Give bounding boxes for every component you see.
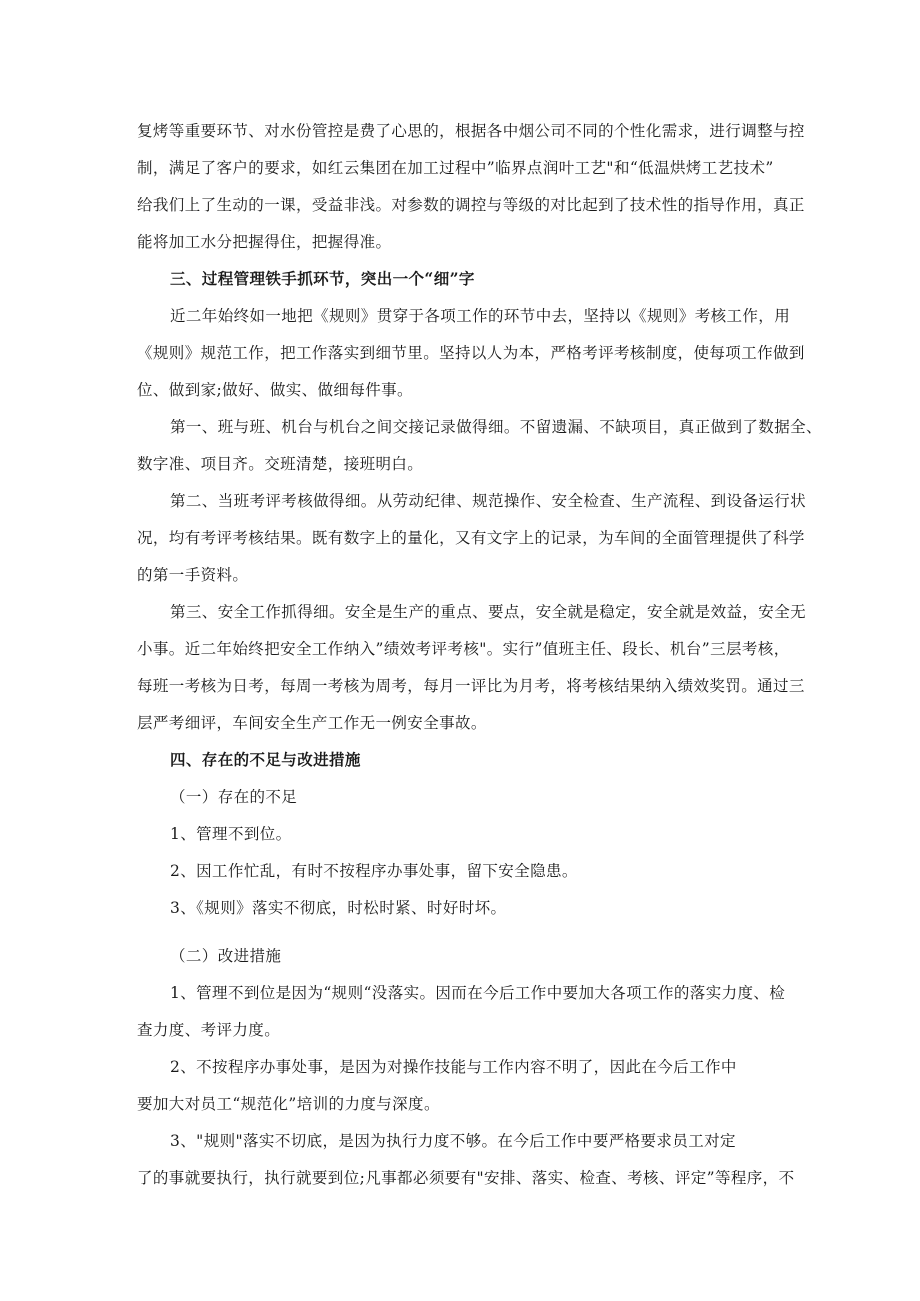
body-line: 的第一手资料。 bbox=[137, 566, 249, 584]
body-line: 《规则》规范工作，把工作落实到细节里。坚持以人为本，严格考评考核制度，使每项工作做到 bbox=[137, 344, 805, 362]
body-line: 小事。近二年始终把安全工作纳入”绩效考评考核"。实行”值班主任、段长、机台”三层考核， bbox=[137, 640, 790, 658]
body-line: 况，均有考评考核结果。既有数字上的量化，又有文字上的记录，为车间的全面管理提供了科学 bbox=[137, 529, 805, 547]
paragraph-first-line: 第一、班与班、机台与机台之间交接记录做得细。不留遗漏、不缺项目，真正做到了数据全、 bbox=[170, 418, 822, 436]
subsection-heading: （一）存在的不足 bbox=[170, 788, 298, 806]
paragraph-first-line: 近二年始终如一地把《规则》贯穿于各项工作的环节中去，坚持以《规则》考核工作，用 bbox=[170, 307, 791, 325]
body-line: 要加大对员工“规范化”培训的力度与深度。 bbox=[137, 1095, 440, 1113]
list-item: 1、管理不到位是因为“规则“没落实。因而在今后工作中要加大各项工作的落实力度、检 bbox=[170, 984, 786, 1002]
paragraph-first-line: 第二、当班考评考核做得细。从劳动纪律、规范操作、安全检查、生产流程、到设备运行状 bbox=[170, 492, 807, 510]
body-line: 每班一考核为日考，每周一考核为周考，每月一评比为月考，将考核结果纳入绩效奖罚。通过三 bbox=[137, 677, 805, 695]
body-line: 数字准、项目齐。交班清楚，接班明白。 bbox=[137, 455, 424, 473]
body-line: 位、做到家;做好、做实、做细每件事。 bbox=[137, 381, 413, 399]
paragraph-first-line: 第三、安全工作抓得细。安全是生产的重点、要点，安全就是稳定，安全就是效益，安全无 bbox=[170, 603, 807, 621]
body-line: 层严考细评，车间安全生产工作无一例安全事故。 bbox=[137, 714, 487, 732]
list-item: 2、不按程序办事处事，是因为对操作技能与工作内容不明了，因此在今后工作中 bbox=[170, 1058, 737, 1076]
section-heading-3: 三、过程管理铁手抓环节，突出一个“细”字 bbox=[170, 269, 475, 288]
list-item: 3、《规则》落实不彻底，时松时紧、时好时坏。 bbox=[170, 899, 507, 917]
body-line: 给我们上了生动的一课，受益非浅。对参数的调控与等级的对比起到了技术性的指导作用，真正 bbox=[137, 196, 805, 214]
body-line: 查力度、考评力度。 bbox=[137, 1021, 281, 1039]
body-line: 能将加工水分把握得住，把握得准。 bbox=[137, 233, 392, 251]
body-line: 了的事就要执行，执行就要到位;凡事都必须要有"安排、落实、检查、考核、评定”等程序，不 bbox=[137, 1169, 795, 1187]
section-heading-4: 四、存在的不足与改进措施 bbox=[170, 750, 361, 769]
body-line: 复烤等重要环节、对水份管控是费了心思的，根据各中烟公司不同的个性化需求，进行调整与控 bbox=[137, 122, 805, 140]
body-line: 制，满足了客户的要求，如红云集团在加工过程中”临界点润叶工艺"和“低温烘烤工艺技术” bbox=[137, 159, 774, 177]
subsection-heading: （二）改进措施 bbox=[170, 947, 282, 965]
list-item: 1、管理不到位。 bbox=[170, 825, 292, 843]
list-item: 3、"规则"落实不切底，是因为执行力度不够。在今后工作中要严格要求员工对定 bbox=[170, 1132, 736, 1150]
list-item: 2、因工作忙乱，有时不按程序办事处事，留下安全隐患。 bbox=[170, 862, 578, 880]
